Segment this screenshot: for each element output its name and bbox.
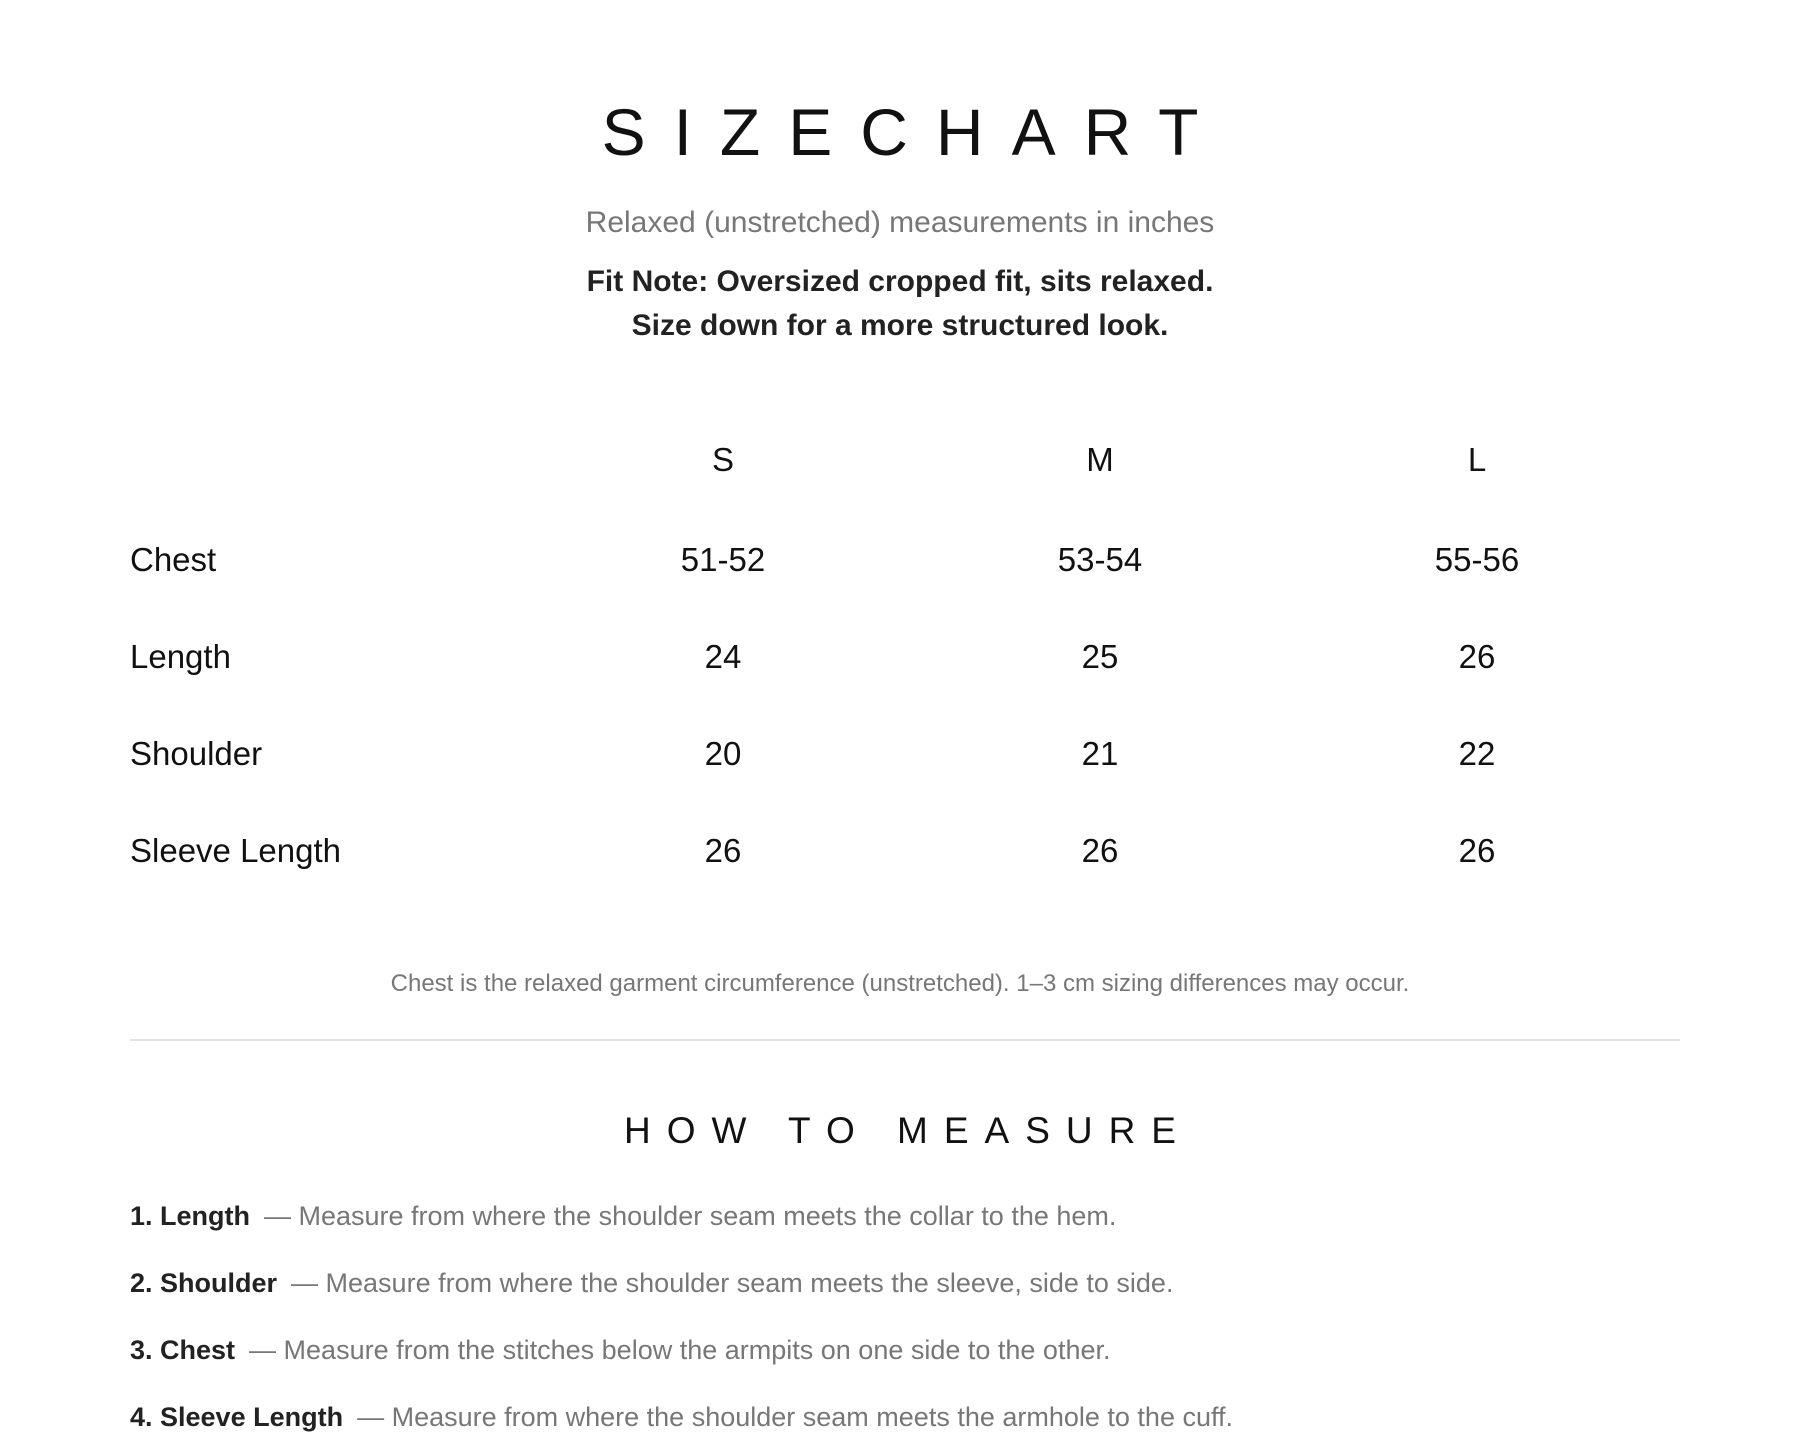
step-description: — Measure from the stitches below the armpits on one side to the other. bbox=[249, 1335, 1111, 1365]
section-divider bbox=[130, 1039, 1680, 1041]
step-name: 2. Shoulder bbox=[130, 1268, 278, 1298]
measure-step-chest bbox=[130, 1332, 1111, 1368]
column-header-s: S bbox=[711, 441, 734, 478]
fit-note-line-2: Size down for a more structured look. bbox=[631, 309, 1169, 342]
step-description: — Measure from where the shoulder seam meets the sleeve, side to side. bbox=[291, 1268, 1174, 1298]
step-name: 1. Length bbox=[130, 1201, 250, 1231]
how-to-measure-title: HOW TO MEASURE bbox=[623, 1110, 1192, 1151]
row-label: Shoulder bbox=[130, 735, 263, 772]
row-label: Length bbox=[130, 638, 231, 675]
table-cell: 22 bbox=[1458, 735, 1496, 772]
step-description: — Measure from where the shoulder seam meets the armhole to the cuff. bbox=[357, 1402, 1233, 1432]
page-subtitle: Relaxed (unstretched) measurements in inches bbox=[585, 206, 1215, 239]
table-cell: 25 bbox=[1081, 638, 1119, 675]
table-cell: 26 bbox=[1458, 638, 1496, 675]
fit-note bbox=[0, 260, 1800, 348]
measure-step-length bbox=[130, 1198, 1116, 1234]
table-cell: 53-54 bbox=[1057, 541, 1143, 578]
table-cell: 26 bbox=[1458, 832, 1496, 869]
step-description: — Measure from where the shoulder seam meets the collar to the hem. bbox=[264, 1201, 1117, 1231]
table-cell: 21 bbox=[1081, 735, 1119, 772]
step-name: 3. Chest bbox=[130, 1335, 236, 1365]
table-cell: 24 bbox=[704, 638, 742, 675]
column-header-l: L bbox=[1467, 441, 1487, 478]
table-cell: 51-52 bbox=[680, 541, 766, 578]
page-title: SIZECHART bbox=[601, 95, 1227, 169]
measure-step-shoulder bbox=[130, 1265, 1173, 1301]
column-header-m: M bbox=[1086, 441, 1114, 478]
row-label: Sleeve Length bbox=[130, 832, 342, 869]
table-cell: 26 bbox=[1081, 832, 1119, 869]
table-cell: 20 bbox=[704, 735, 742, 772]
table-cell: 55-56 bbox=[1434, 541, 1520, 578]
table-cell: 26 bbox=[704, 832, 742, 869]
sizing-footnote: Chest is the relaxed garment circumference (unstretched). 1–3 cm sizing differences may occur. bbox=[390, 970, 1410, 997]
fit-note-line-1: Fit Note: Oversized cropped fit, sits relaxed. bbox=[586, 265, 1214, 298]
row-label: Chest bbox=[130, 541, 217, 578]
step-name: 4. Sleeve Length bbox=[130, 1402, 344, 1432]
